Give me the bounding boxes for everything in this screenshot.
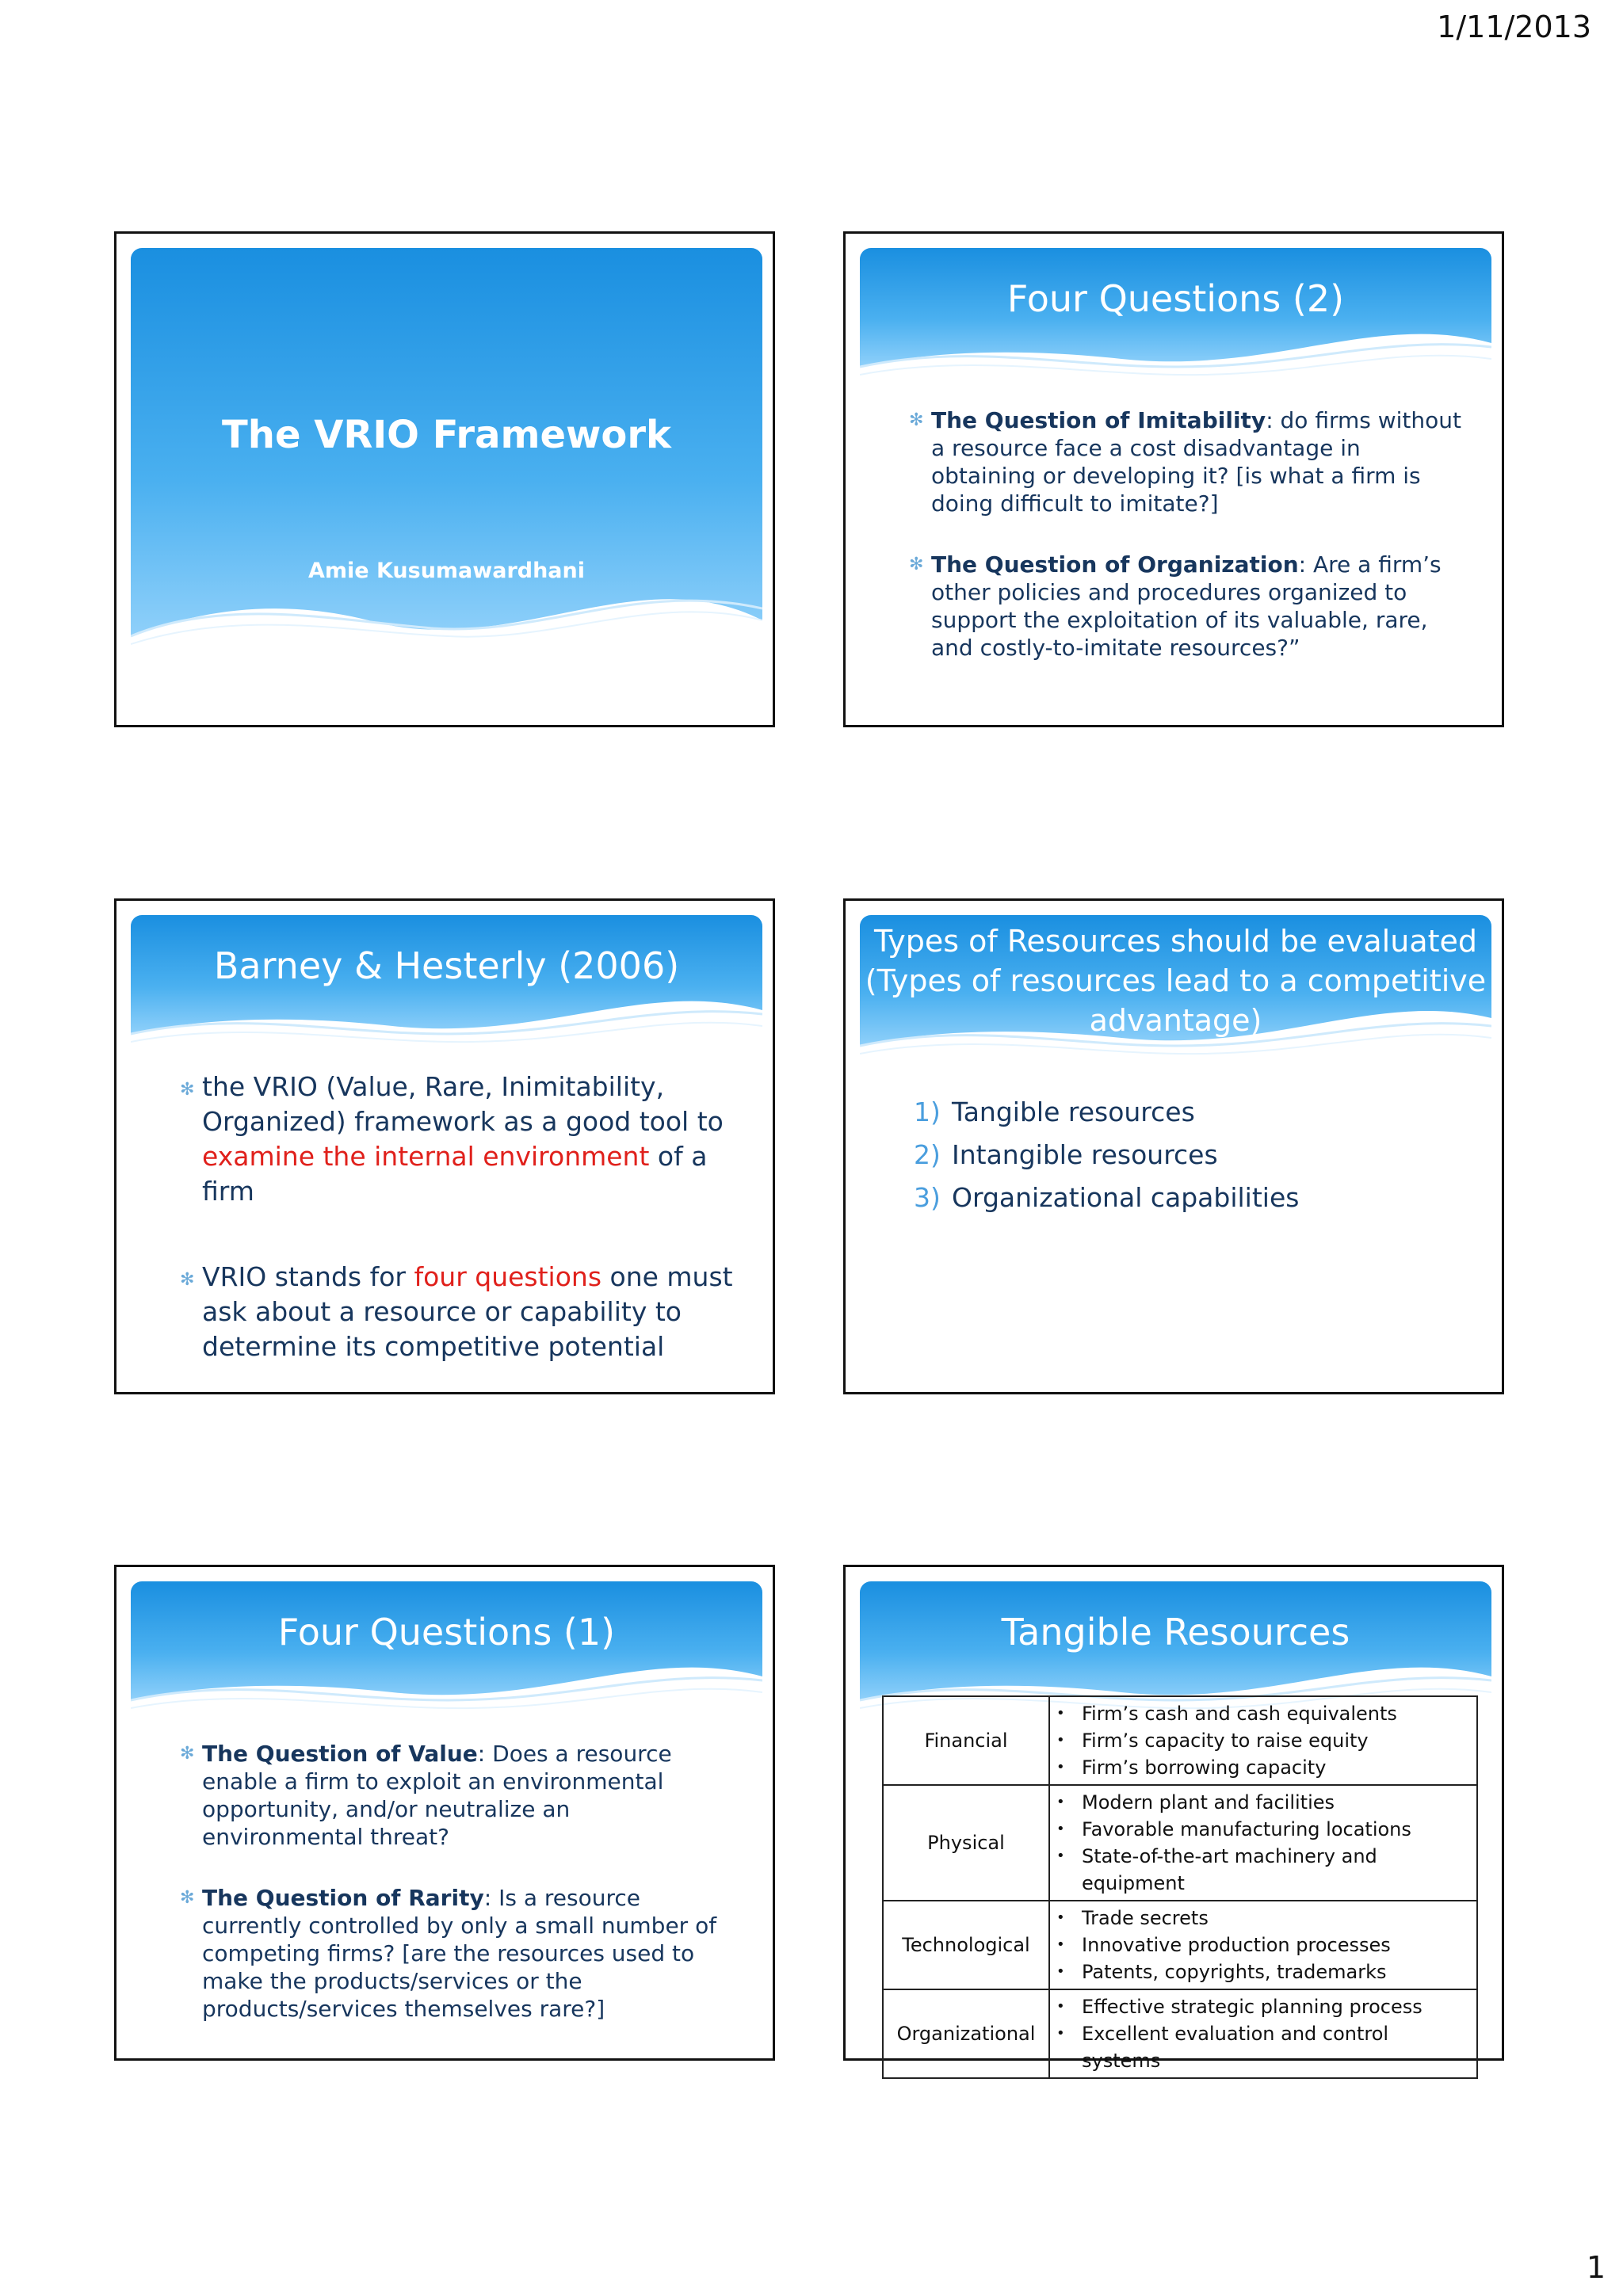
items-cell [1049,1901,1477,1989]
bullet-text: the VRIO (Value, Rare, Inimitability, Organized) framework as a good tool to [202,1071,724,1137]
slide-barney-hesterly [114,898,775,1394]
table-row [883,1989,1477,2078]
highlight-text: examine the internal environment [202,1141,650,1172]
bullet-heading: The Question of Organization [931,551,1299,578]
slide-types-of-resources [843,898,1504,1394]
cover-title: The VRIO Framework [222,413,671,457]
category-cell: Organizational [883,1989,1049,2078]
bullet-vrio-questions [180,1260,733,1364]
page-date: 1/11/2013 [1437,10,1591,44]
bullet-organization [909,551,1462,662]
list-number: 2) [914,1139,941,1170]
bullet-list [909,406,1462,695]
list-label: Intangible resources [952,1139,1218,1170]
asterisk-bullet-icon: ✻ [180,1080,195,1100]
bullet-text: : Is a resource currently controlled by only a small number of competing firms? [are the resources used to make the products/services or the products/services themselves rare?] [202,1885,717,2022]
asterisk-bullet-icon: ✻ [909,410,924,430]
page-number: 1 [1586,2250,1606,2285]
list-item: • Firm’s borrowing capacity [1055,1754,1468,1781]
bullet-rarity [180,1884,733,2023]
bullet-imitability [909,406,1462,517]
bullet-text: : Are a firm’s other policies and procedures organized to support the exploitation of its valuable, rare, and costly-to-imitate resources?” [931,551,1442,661]
bullet-list [180,1740,733,2056]
cover-background [131,248,762,700]
category-cell: Financial [883,1696,1049,1785]
asterisk-bullet-icon: ✻ [909,555,924,574]
list-item: • Firm’s cash and cash equivalents [1055,1700,1468,1727]
category-cell: Physical [883,1785,1049,1901]
slide-title: Barney & Hesterly (2006) [213,944,680,987]
bullet-value [180,1740,733,1851]
list-item: • Patents, copyrights, trademarks [1055,1958,1468,1985]
list-label: Tangible resources [952,1097,1195,1127]
list-number: 3) [914,1182,941,1213]
slide-header [131,1581,762,1724]
list-item [914,1091,1299,1134]
numbered-list [914,1091,1299,1219]
slide-four-questions-1 [114,1565,775,2061]
slide-title: Types of Resources should be evaluated (Types of resources lead to a competitive advantage) [865,924,1487,1038]
slide-title: Four Questions (2) [1006,277,1345,320]
bullet-heading: The Question of Imitability [931,407,1266,433]
bullet-text: VRIO stands for [202,1261,414,1292]
list-item: • Effective strategic planning process [1055,1993,1468,2020]
bullet-text: of a firm [202,1141,708,1207]
list-item: • Trade secrets [1055,1905,1468,1932]
list-item: • State-of-the-art machinery and equipment [1055,1843,1468,1897]
bullet-text: : Does a resource enable a firm to exploit an environmental opportunity, and/or neutralize an environmental threat? [202,1741,672,1850]
asterisk-bullet-icon: ✻ [180,1888,195,1908]
highlight-text: four questions [414,1261,602,1292]
items-cell [1049,1696,1477,1785]
table-row [883,1696,1477,1785]
table-row [883,1901,1477,1989]
bullet-heading: The Question of Rarity [202,1885,484,1911]
asterisk-bullet-icon: ✻ [180,1270,195,1290]
slide-header [131,915,762,1058]
table-row [883,1785,1477,1901]
list-label: Organizational capabilities [952,1182,1300,1213]
items-cell [1049,1989,1477,2078]
slide-header [860,248,1491,391]
list-item [914,1134,1299,1177]
list-item: • Favorable manufacturing locations [1055,1816,1468,1843]
asterisk-bullet-icon: ✻ [180,1744,195,1764]
slide-title: Four Questions (1) [277,1611,616,1653]
list-item [914,1177,1299,1219]
list-item: • Excellent evaluation and control systems [1055,2020,1468,2074]
bullet-list [180,1070,733,1399]
bullet-heading: The Question of Value [202,1741,478,1767]
slide-title: Tangible Resources [1001,1611,1350,1653]
list-item: • Innovative production processes [1055,1932,1468,1958]
resources-table [882,1695,1478,2079]
slide-cover [114,231,775,727]
list-item: • Firm’s capacity to raise equity [1055,1727,1468,1754]
slide-tangible-resources [843,1565,1504,2072]
items-cell [1049,1785,1477,1901]
slide-header [860,915,1491,1074]
list-number: 1) [914,1097,941,1127]
bullet-text: one must ask about a resource or capability to determine its competitive potential [202,1261,733,1362]
bullet-vrio-framework [180,1070,733,1209]
bullet-text: : do firms without a resource face a cost disadvantage in obtaining or developing it? [is what a firm is doing difficult to imitate?] [931,407,1462,517]
slide-four-questions-2 [843,231,1504,727]
category-cell: Technological [883,1901,1049,1989]
cover-author: Amie Kusumawardhani [307,559,586,583]
list-item: • Modern plant and facilities [1055,1789,1468,1816]
